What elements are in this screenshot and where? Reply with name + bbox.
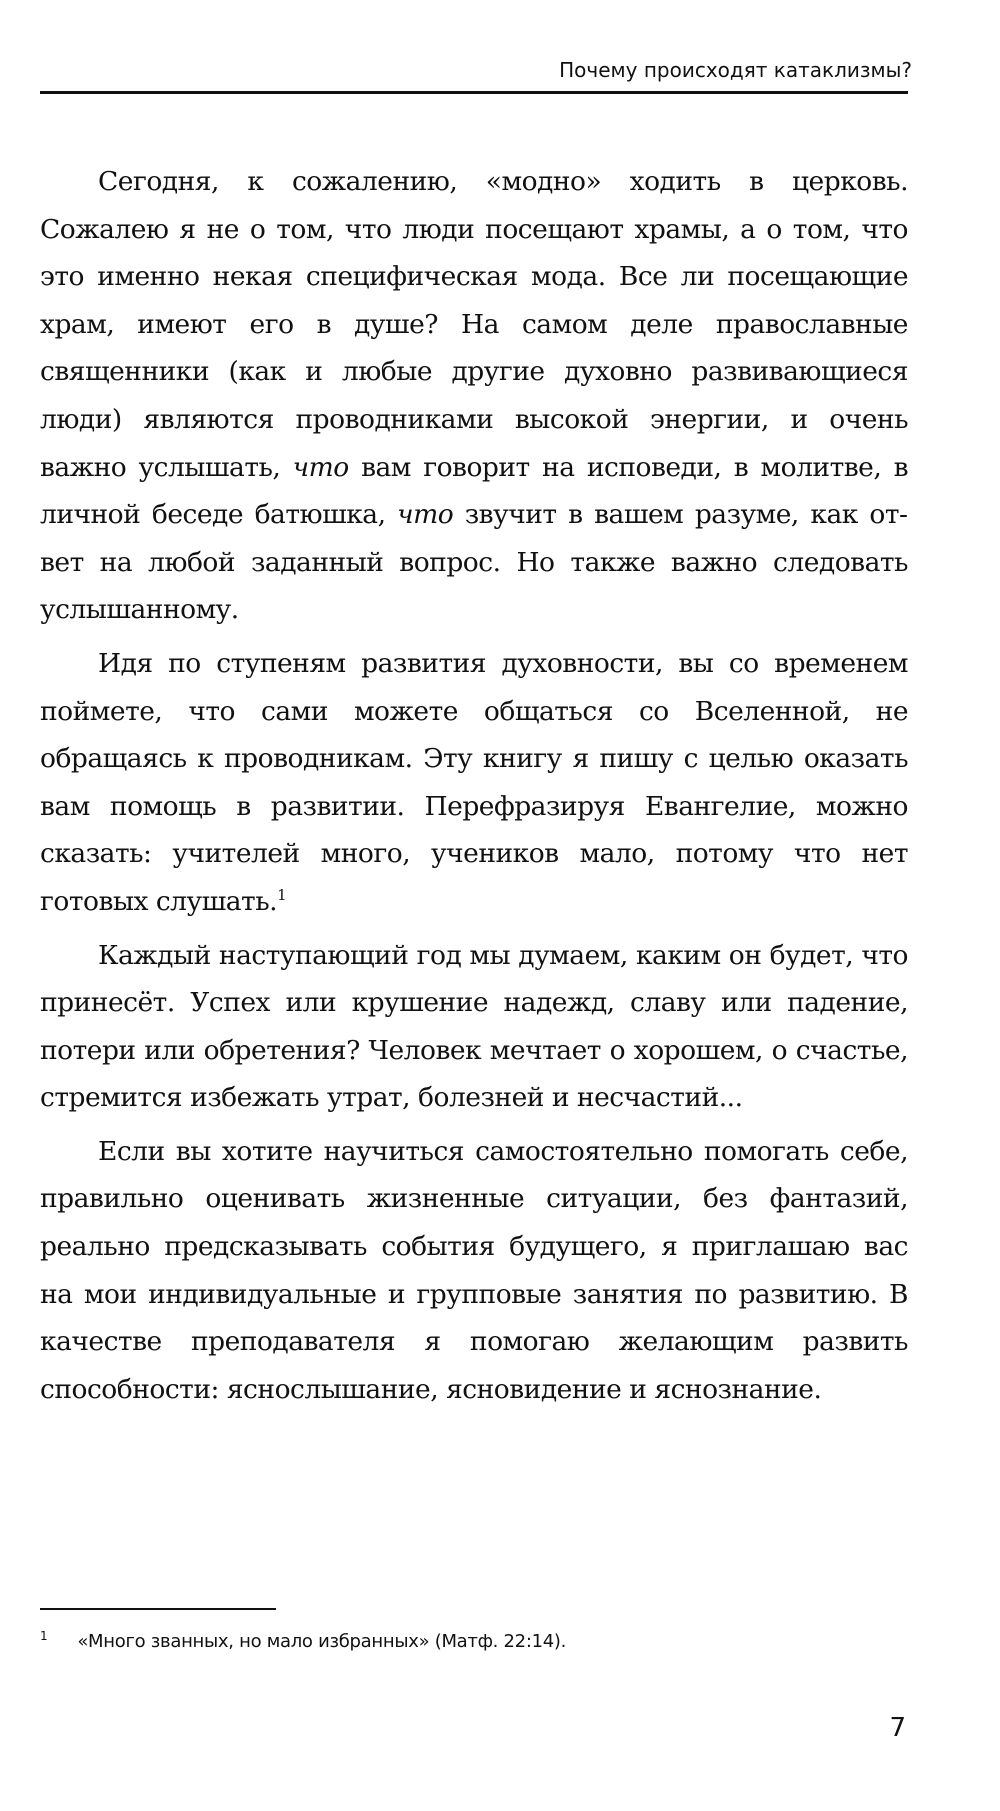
text-run: вам говорит на исповеди, в молитве, в личной беседе батюшка, xyxy=(40,451,909,531)
text-run: Идя по ступеням развития духовности, вы со временем поймете, что сами можете общаться со Вселенной, не обращаясь к проводникам. Эту книгу я пишу с целью оказать вам помощь в развитии. Перефразируя Евангелие, можно сказать: учителей много, учеников мало, потому что нет готовых слушать. xyxy=(40,647,908,917)
footnote-text: «Много званных, но мало избранных» (Матф. 22:14). xyxy=(77,1631,567,1652)
paragraph xyxy=(40,158,908,634)
body-text xyxy=(40,158,908,1413)
paragraph xyxy=(40,1128,908,1414)
text-run: Если вы хотите научиться самостоятельно помогать себе, правильно оценивать жизненные ситуации, без фантазий, реально предсказывать события будущего, я приглашаю вас на мои индивидуальные и групповые занятия по развитию. В качестве преподавателя я помогаю желающим развить способности: яснослышание, ясновидение и яснознание. xyxy=(40,1135,908,1405)
page-number: 7 xyxy=(889,1713,906,1743)
paragraph xyxy=(40,932,908,1122)
footnote-rule xyxy=(40,1608,276,1610)
footnote xyxy=(40,1629,900,1652)
paragraph xyxy=(40,640,908,926)
text-run: звучит в вашем разуме, как ответ на любой заданный вопрос. Но также важно следовать услышанному. xyxy=(40,499,908,626)
italic-emphasis: что xyxy=(292,451,349,483)
footnote-number: 1 xyxy=(40,1629,48,1643)
header-rule xyxy=(40,91,908,94)
text-run: Каждый наступающий год мы думаем, каким он будет, что принесёт. Успех или крушение надежд, славу или падение, потери или обретения? Человек мечтает о хорошем, о счастье, стремится избежать утрат, болезней и несчастий... xyxy=(40,939,908,1114)
text-run: Сегодня, к сожалению, «модно» ходить в церковь. Сожалею я не о том, что люди посещают храмы, а о том, что это именно некая специфическая мода. Все ли посещающие храм, имеют его в душе? На самом деле православные священники (как и любые другие духовно развивающиеся люди) являются проводниками высокой энергии, и очень важно услышать, xyxy=(40,166,908,483)
running-head: Почему происходят катаклизмы? xyxy=(559,58,912,82)
italic-emphasis: что xyxy=(397,499,454,531)
footnote-reference: 1 xyxy=(277,886,287,905)
